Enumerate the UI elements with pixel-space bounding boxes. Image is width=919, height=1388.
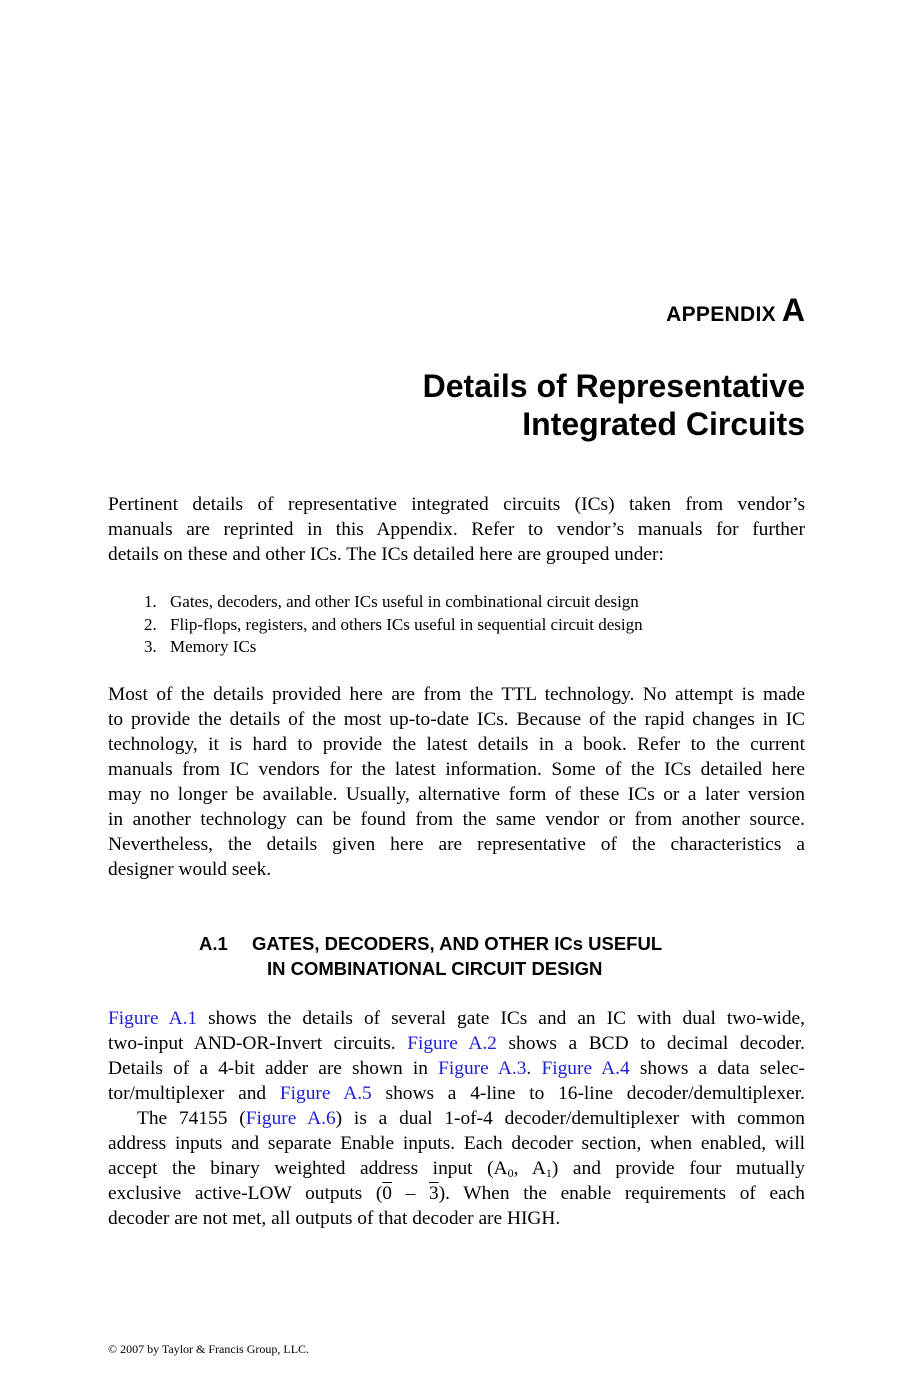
intro-line: Pertinent details of representative integrated circuits (ICs) taken from vendor’s [108,494,805,515]
paragraph-line: Details of a 4-bit adder are shown in Figure A.3. Figure A.4 shows a data selec- [108,1058,805,1079]
paragraph-line: manuals from IC vendors for the latest information. Some of the ICs detailed here [108,759,805,780]
paragraph-line: decoder are not met, all outputs of that decoder are HIGH. [108,1208,561,1229]
list-item [144,614,643,637]
appendix-word: APPENDIX [666,303,776,326]
list-item-text: Gates, decoders, and other ICs useful in combinational circuit design [170,592,639,611]
chapter-title-line-1: Details of Representative [422,368,805,404]
appendix-letter: A [781,292,805,328]
paragraph-line: exclusive active-LOW outputs (0 – 3). When the enable requirements of each [108,1183,806,1204]
paragraph-line: tor/multiplexer and Figure A.5 shows a 4-line to 16-line decoder/demultiplexer. [108,1083,805,1104]
figure-a6-link[interactable]: Figure A.6 [245,1108,336,1129]
chapter-title-line-2: Integrated Circuits [522,406,805,442]
subscript-0: 0 [507,1166,514,1180]
output-3-overbar: 3 [428,1183,439,1204]
paragraph-line: The 74155 (Figure A.6) is a dual 1-of-4 decoder/demultiplexer with common [137,1108,806,1129]
section-number: A.1 [199,933,228,954]
paragraph-line: Figure A.1 shows the details of several gate ICs and an IC with dual two-wide, [108,1008,806,1029]
section-heading [108,931,805,981]
paragraph-line: address inputs and separate Enable inputs. Each decoder section, when enabled, will [108,1133,805,1154]
intro-paragraph [108,492,805,567]
intro-line: details on these and other ICs. The ICs detailed here are grouped under: [108,544,664,565]
output-0-overbar: 0 [382,1183,392,1204]
section-title-line-1: GATES, DECODERS, AND OTHER ICs USEFUL [252,933,663,954]
subscript-1: 1 [545,1166,552,1180]
figure-a2-link[interactable]: Figure A.2 [407,1033,497,1054]
paragraph-line: two-input AND-OR-Invert circuits. Figure A.2 shows a BCD to decimal decoder. [108,1033,805,1054]
paragraph-line: technology, it is hard to provide the latest details in a book. Refer to the current [108,734,805,755]
figure-a1-link[interactable]: Figure A.1 [108,1008,198,1029]
figure-a3-link[interactable]: Figure A.3 [438,1058,527,1079]
copyright-footer: © 2007 by Taylor & Francis Group, LLC. [108,1342,310,1356]
technology-paragraph [108,682,805,882]
paragraph-line: may no longer be available. Usually, alternative form of these ICs or a later version [108,784,805,805]
section-title-line-2: IN COMBINATIONAL CIRCUIT DESIGN [267,958,603,979]
list-item [144,636,643,659]
paragraph-line: in another technology can be found from the same vendor or from another source. [108,809,805,830]
paragraph-line: to provide the details of the most up-to-date ICs. Because of the rapid changes in IC [108,709,805,730]
list-item-number: 2. [144,614,157,634]
figure-a5-link[interactable]: Figure A.5 [279,1083,372,1104]
list-item-number: 3. [144,637,157,656]
list-item-text: Flip-flops, registers, and others ICs useful in sequential circuit design [170,614,643,634]
list-item-text: Memory ICs [170,637,257,656]
paragraph-line: Most of the details provided here are from the TTL technology. No attempt is made [108,684,805,705]
list-item-number: 1. [144,592,157,611]
chapter-title [423,367,805,443]
paragraph-line: Nevertheless, the details given here are representative of the characteristics a [108,834,805,855]
paragraph-line: accept the binary weighted address input ($A_0$, $A_1$) and provide four mutually [108,1158,805,1180]
ic-group-list [144,591,643,659]
decoder-paragraph [108,1106,805,1231]
intro-line: manuals are reprinted in this Appendix. Refer to vendor’s manuals for further [108,519,805,540]
figure-a4-link[interactable]: Figure A.4 [541,1058,630,1079]
list-item [144,591,643,614]
figures-paragraph [108,1006,805,1106]
appendix-label [666,292,805,329]
paragraph-line: designer would seek. [108,859,272,880]
